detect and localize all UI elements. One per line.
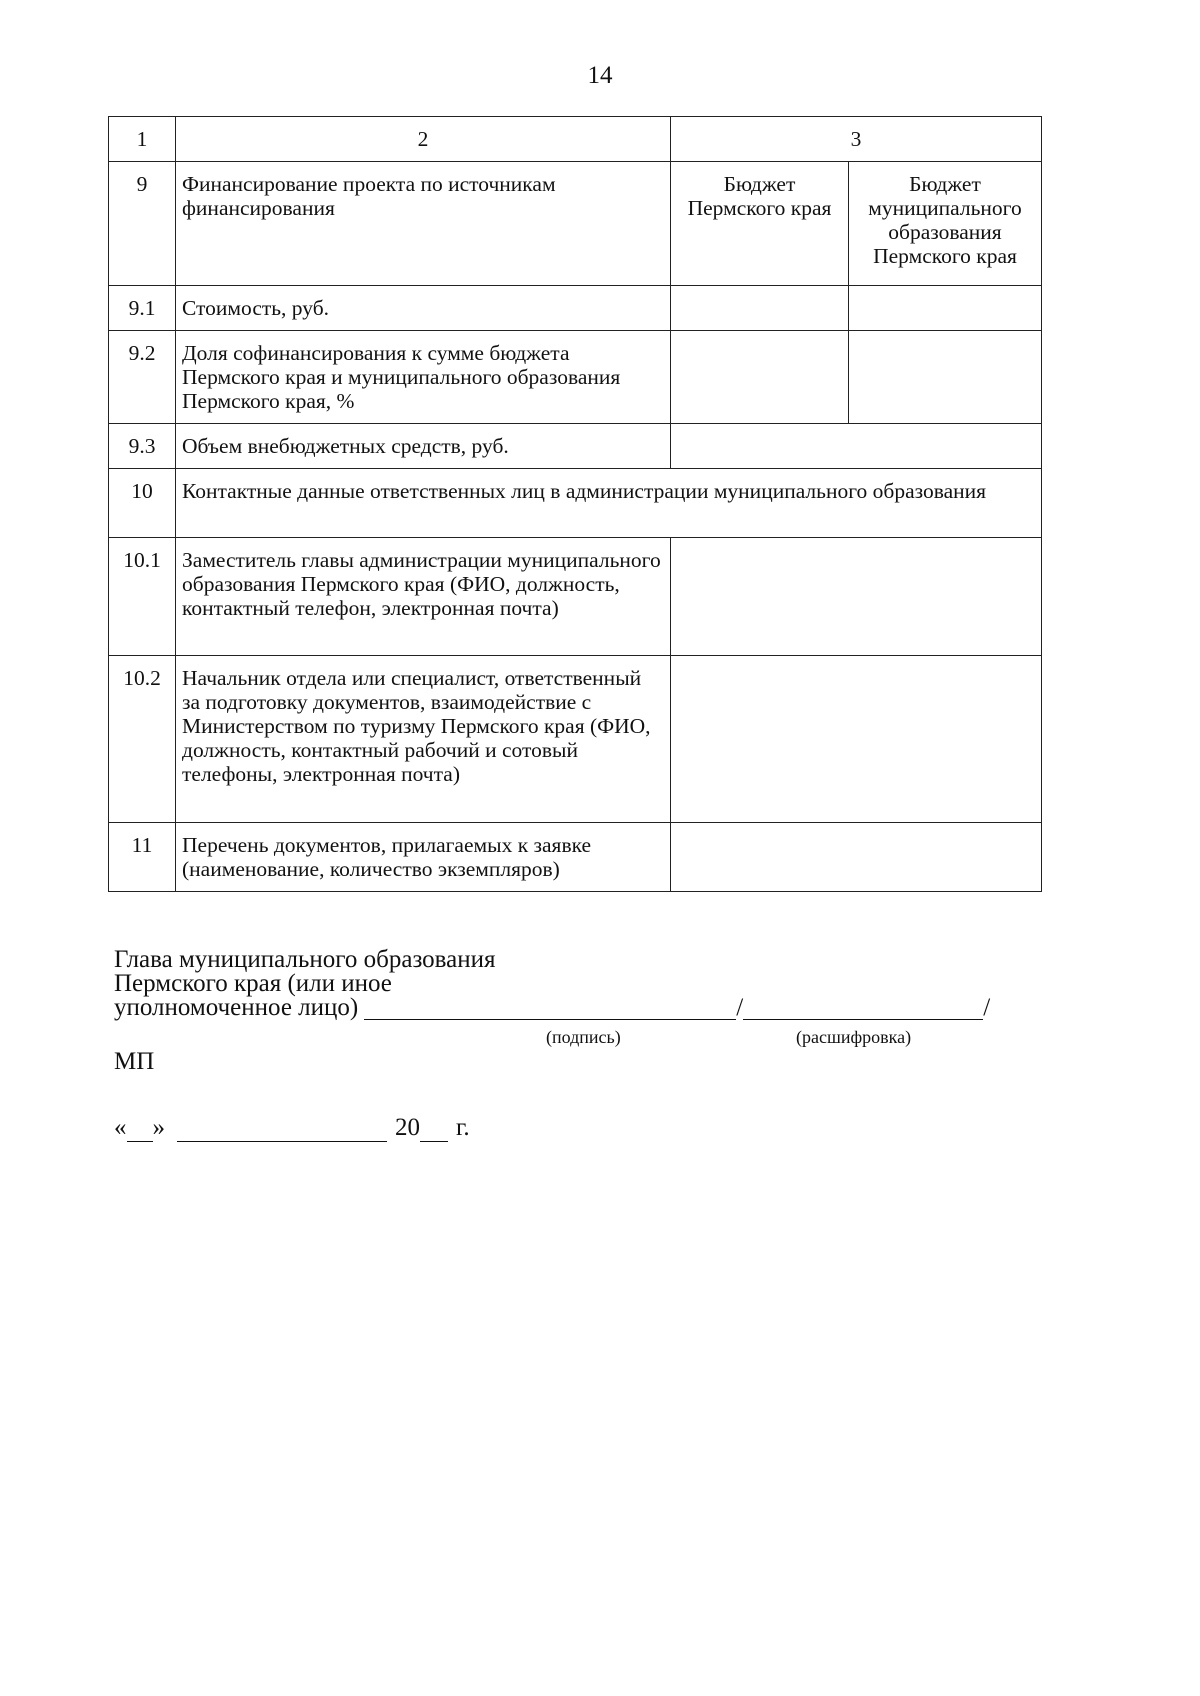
signature-title-line-3: уполномоченное лицо) <box>114 994 359 1021</box>
signature-separator: / <box>736 994 744 1021</box>
signature-block <box>114 948 1054 1046</box>
row-number: 9.3 <box>109 424 176 469</box>
signature-hint: (подпись) <box>546 1027 621 1047</box>
header-col-2: 2 <box>176 117 671 162</box>
application-form-table <box>108 116 1042 892</box>
signature-hints <box>114 1020 1054 1046</box>
budget-perm-krai-header: Бюджет Пермского края <box>671 162 849 286</box>
budget-municipal-header: Бюджет муниципального образования Пермского края <box>849 162 1042 286</box>
table-row-10-1 <box>109 538 1042 656</box>
day-field[interactable] <box>127 1119 153 1142</box>
date-line <box>114 1114 470 1142</box>
row-number: 11 <box>109 823 176 892</box>
row-number: 10.2 <box>109 656 176 823</box>
table-row-9-1 <box>109 286 1042 331</box>
table-header-row <box>109 117 1042 162</box>
table-row-11 <box>109 823 1042 892</box>
share-municipal-cell[interactable] <box>849 331 1042 424</box>
row-label: Контактные данные ответственных лиц в администрации муниципального образования <box>176 469 1042 538</box>
row-number: 10.1 <box>109 538 176 656</box>
row-label: Начальник отдела или специалист, ответственный за подготовку документов, взаимодействие с Министерством по туризму Пермского края (ФИО, должность, контактный рабочий и сотовый телефоны, электронная почта) <box>176 656 671 823</box>
attached-documents-cell[interactable] <box>671 823 1042 892</box>
table-row-9-3 <box>109 424 1042 469</box>
row-number: 9 <box>109 162 176 286</box>
signature-field[interactable] <box>364 997 736 1020</box>
row-label: Заместитель главы администрации муниципального образования Пермского края (ФИО, должность, контактный телефон, электронная почта) <box>176 538 671 656</box>
year-suffix: г. <box>456 1114 470 1141</box>
row-label: Перечень документов, прилагаемых к заявке (наименование, количество экземпляров) <box>176 823 671 892</box>
share-perm-krai-cell[interactable] <box>671 331 849 424</box>
row-number: 9.2 <box>109 331 176 424</box>
month-field[interactable] <box>177 1119 387 1142</box>
row-number: 9.1 <box>109 286 176 331</box>
extrabudget-value-cell[interactable] <box>671 424 1042 469</box>
row-label: Объем внебюджетных средств, руб. <box>176 424 671 469</box>
header-col-1: 1 <box>109 117 176 162</box>
decoding-separator: / <box>983 994 991 1021</box>
row-label: Финансирование проекта по источникам финансирования <box>176 162 671 286</box>
signature-line <box>114 996 1054 1020</box>
cost-municipal-cell[interactable] <box>849 286 1042 331</box>
year-prefix: 20 <box>395 1114 420 1141</box>
date-close-quote: » <box>152 1114 165 1141</box>
row-number: 10 <box>109 469 176 538</box>
header-col-3: 3 <box>671 117 1042 162</box>
decoding-field[interactable] <box>743 997 983 1020</box>
signature-title-line-1: Глава муниципального образования <box>114 946 496 973</box>
stamp-place-label: МП <box>114 1048 155 1075</box>
year-field[interactable] <box>420 1119 448 1142</box>
row-label: Доля софинансирования к сумме бюджета Пермского края и муниципального образования Пермского края, % <box>176 331 671 424</box>
decoding-hint: (расшифровка) <box>796 1027 912 1047</box>
date-open-quote: « <box>114 1114 127 1141</box>
cost-perm-krai-cell[interactable] <box>671 286 849 331</box>
deputy-head-contact-cell[interactable] <box>671 538 1042 656</box>
table-row-10-2 <box>109 656 1042 823</box>
table-row-10 <box>109 469 1042 538</box>
table-row-9 <box>109 162 1042 286</box>
signature-title-line-2: Пермского края (или иное <box>114 970 392 997</box>
page-number: 14 <box>587 62 613 89</box>
table-row-9-2 <box>109 331 1042 424</box>
row-label: Стоимость, руб. <box>176 286 671 331</box>
department-head-contact-cell[interactable] <box>671 656 1042 823</box>
